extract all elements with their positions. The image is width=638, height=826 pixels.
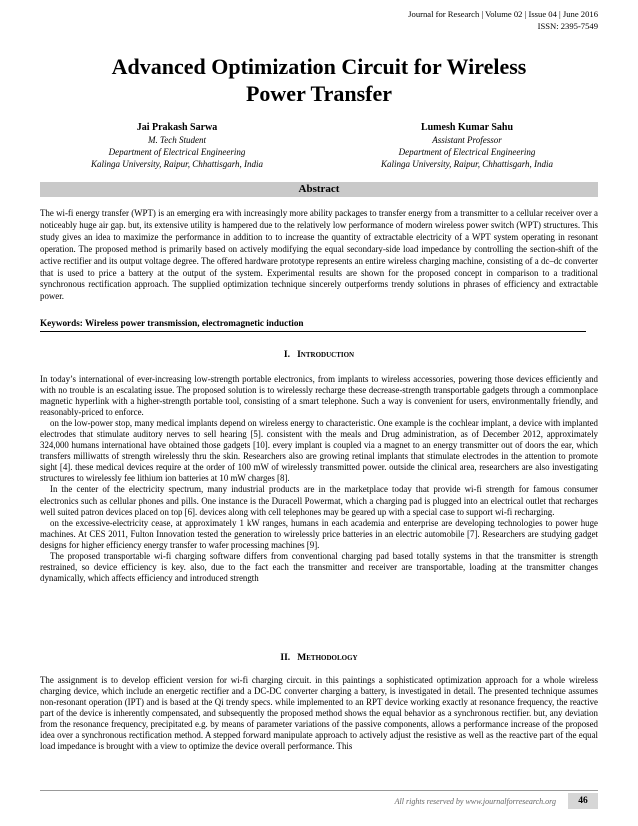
author-affiliation: Kalinga University, Raipur, Chhattisgarh, India [380,159,554,169]
section-heading-methodology [40,652,598,664]
keywords: Keywords: Wireless power transmission, electromagnetic induction [40,318,304,328]
author-name: Lumesh Kumar Sahu [420,122,514,133]
methodology-body [40,675,598,752]
introduction-body [40,374,598,584]
section-number: I. [283,350,290,360]
footer-copyright: All rights reserved by www.journalforresearch.org [394,797,556,806]
journal-line: Journal for Research | Volume 02 | Issue 04 | June 2016 [408,9,598,19]
paragraph: The assignment is to develop efficient version for wi-fi charging circuit. in this paintings a sophisticated optimization approach for a whole wireless charging device, which include an energetic rectifier and a DC-DC converter charging a battery, is investigated in detail. The presented technique assumes non-resonant operation (IPT) and is based at the Qi trendy specs. while implemented to an RPT device working exactly at resonance frequency, the reactive part of the device is inherently compensated, and subsequently the proposed method shows the equal behavior as a synchronous rectifier. but, any deviation from the resonance frequency, precipitated e.g. by means of parameter variations of the passive components, allows a performance increase of the proposed idea over a synchronous rectification method. A stepped forward manipulate approach to actively adjust the resistive as well as the reactive part of the equal load impedance is brought with a view to optimize the device overall performance. This [40,675,598,752]
author-department: Department of Electrical Engineering [398,147,536,157]
paragraph: The proposed transportable wi-fi charging software differs from conventional charging pad based totally systems in that the transmitter is strength restrained, so device efficiency is key. also, due to the fact each the transmitter and receiver are transportable, loading at the transmitter changes dynamically, which affects efficiency and introduced strength [40,550,598,583]
paragraph: on the excessive-electricity cease, at approximately 1 kW ranges, humans in each academia and enterprise are developing technologies to power huge machines. At CES 2011, Fulton Innovation tested the generation to wirelessly price batteries in an electric automobile [7]. Researchers are studying gadget designs for higher efficiency energy transfer to wafer processing machines [9]. [40,517,598,550]
author-role: M. Tech Student [148,135,206,145]
author-role: Assistant Professor [432,135,502,145]
author-1 [42,122,312,170]
abstract-heading: Abstract [40,182,598,197]
journal-header [408,8,598,32]
page-number: 46 [568,793,598,809]
author-name: Jai Prakash Sarwa [136,122,218,133]
title-line-1: Advanced Optimization Circuit for Wireless [111,54,527,79]
divider [40,331,586,332]
paragraph: on the low-power stop, many medical implants depend on wireless energy to characteristic. One example is the cochlear implant, a device with implanted electrodes that stimulate auditory nerves to sell hearing [5]. consistent with the meals and Drug administration, as of December 2012, approximately 324,000 humans international have obtained those gadgets [10]. every implant is coupled via a magnet to an energy transmitter out of doors the ear, which transfers milliwatts of strength wirelessly thru the skin. Researchers also are growing retinal implants that stimulate electrodes in the attention to promote sight [4]. these medical devices require at the order of 100 mW of wirelessly transmitted power. outside the clinical area, researchers are also investigating structures to wirelessly fee lithium ion batteries at 10 mW charges [8]. [40,418,598,484]
issn: ISSN: 2395-7549 [537,21,598,31]
author-2 [336,122,598,170]
section-title: Introduction [297,350,355,360]
paper-title [40,53,598,107]
paragraph: In the center of the electricity spectrum, many industrial products are in the marketplace today that provide wi-fi strength for famous consumer electronics such as cellular phones and pills. One instance is the Duracell Powermat, which a charging pad is plugged into an electrical outlet that recharges well suited patron devices placed on top [6]. devices along with cell telephones may be geared up with a special case to support wi-fi recharging. [40,484,598,517]
section-number: II. [280,653,291,663]
author-department: Department of Electrical Engineering [108,147,246,157]
abstract-text: The wi-fi energy transfer (WPT) is an emerging era with increasingly more ability packages to transfer energy from a transmitter to a cellular receiver over a noticeably huge air gap. but, its extensive utility is hampered due to the relatively low performance of modern wireless power switch (WPT) structures. This study gives an idea to maximize the performance in addition to to increase the quantity of extractable electricity of a WPT system operating in resonant operation. The proposed method is primarily based on actively modifying the equal secondary-side load impedance by controlling the section-shift of the active rectifier and its output voltage degree. The offered hardware prototype represents an entire wireless charging machine, consisting of a dc–dc converter that is used to price a battery at the output of the system. Experimental results are shown for the proposed concept in comparison to a traditional synchronous rectification approach. The supplied optimization technique sincerely outperforms trendy solutions in phrases of efficiency and extractable power. [40,208,598,302]
footer-divider [40,790,598,791]
paragraph: In today’s international of ever-increasing low-strength portable electronics, from implants to wireless accessories, powering those devices efficiently and with no trouble is an escalating issue. The proposed solution is to wirelessly recharge these decrease-strength transportable gadgets through a commonplace magnetic hyperlink with a higher-strength portable tool, consisting of a smart telephone. Such a way is convenient for users, environmentally friendly, and reasonably-priced to enforce. [40,374,598,418]
section-heading-introduction [40,349,598,361]
author-affiliation: Kalinga University, Raipur, Chhattisgarh, India [90,159,264,169]
title-line-2: Power Transfer [245,81,393,106]
page-footer [40,790,598,812]
section-title: Methodology [297,653,358,663]
